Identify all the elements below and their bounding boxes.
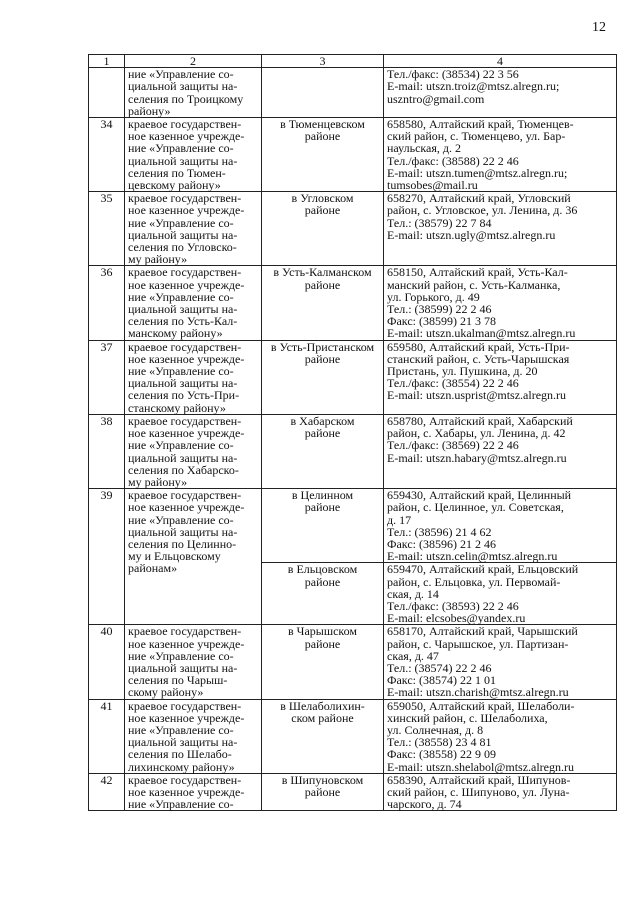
table-row (89, 192, 617, 266)
table-row (89, 340, 617, 414)
contact-info (384, 414, 617, 488)
district-name (262, 773, 384, 811)
district-name (262, 563, 384, 625)
text-line: Тел./факс: (38534) 22 3 56 (387, 67, 519, 82)
text-line: станский район, с. Усть-Чарышская (387, 351, 570, 366)
contact-info (384, 118, 617, 192)
text-line: селения по Тюмен- (128, 165, 226, 180)
contact-info (384, 68, 617, 118)
table-row (89, 266, 617, 340)
text-line: районе (304, 574, 341, 589)
institution-name (125, 489, 262, 625)
text-line: циальной защиты на- (128, 227, 238, 242)
text-line: му району» (128, 252, 188, 267)
text-line: в Хабарском (290, 413, 355, 428)
text-line: ние «Управление со- (128, 289, 234, 304)
text-line: ский район, с. Тюменцево, ул. Бар- (387, 129, 566, 144)
text-line: селения по Шелабо- (128, 747, 232, 762)
text-line: циальной защиты на- (128, 450, 238, 465)
text-line: район, с. Угловское, ул. Ленина, д. 36 (387, 203, 578, 218)
text-line: 659050, Алтайский край, Шелаболи- (387, 698, 575, 713)
text-line: Тел.: (38579) 22 7 84 (387, 215, 492, 230)
institution-name (125, 773, 262, 811)
text-line: циальной защиты на- (128, 376, 238, 391)
text-line: tumsobes@mail.ru (387, 178, 478, 193)
text-line: районе (304, 784, 341, 799)
text-line: районам» (128, 561, 178, 576)
text-line: ская, д. 14 (387, 586, 439, 601)
table-row (89, 118, 617, 192)
contact-info (384, 340, 617, 414)
text-line: Факс: (38599) 21 3 78 (387, 314, 496, 329)
text-line: Тел./факс: (38569) 22 2 46 (387, 438, 519, 453)
text-line: ул. Солнечная, д. 8 (387, 722, 484, 737)
text-line: ное казенное учрежде- (128, 636, 245, 651)
text-line: краевое государствен- (128, 772, 242, 787)
text-line: ние «Управление со- (128, 364, 234, 379)
text-line: районе (304, 500, 341, 515)
district-name (262, 489, 384, 563)
text-line: ская, д. 47 (387, 648, 439, 663)
text-line: циальной защиты на- (128, 79, 238, 94)
text-line: му району» (128, 474, 188, 489)
table-row (89, 625, 617, 699)
text-line: ние «Управление со- (128, 215, 234, 230)
text-line: краевое государствен- (128, 117, 242, 132)
text-line: цевскому району» (128, 178, 221, 193)
text-line: в Угловском (291, 191, 354, 206)
text-line: районе (304, 277, 341, 292)
text-line: селения по Усть-При- (128, 388, 240, 403)
row-number: 39 (89, 489, 125, 625)
table-row (89, 68, 617, 118)
text-line: циальной защиты на- (128, 735, 238, 750)
text-line: Тел.: (38596) 21 4 62 (387, 524, 492, 539)
institution-name (125, 625, 262, 699)
text-line: циальной защиты на- (128, 302, 238, 317)
text-line: 658150, Алтайский край, Усть-Кал- (387, 265, 568, 280)
text-line: краевое государствен- (128, 698, 242, 713)
text-line: ние «Управление со- (128, 512, 234, 527)
text-line: E-mail: utszn.usprist@mtsz.alregn.ru (387, 388, 567, 403)
text-line: краевое государствен- (128, 488, 242, 503)
text-line: краевое государствен- (128, 624, 242, 639)
text-line: в Шелаболихин- (280, 698, 365, 713)
contact-info (384, 563, 617, 625)
text-line: селения по Чарыш- (128, 673, 228, 688)
text-line: районе (304, 351, 341, 366)
text-line: Тел.: (38599) 22 2 46 (387, 302, 492, 317)
text-line: E-mail: utszn.celin@mtsz.alregn.ru (387, 549, 558, 564)
institution-name (125, 699, 262, 773)
text-line: Факс: (38558) 22 9 09 (387, 747, 496, 762)
text-line: Факс: (38574) 22 1 01 (387, 673, 496, 688)
text-line: ул. Горького, д. 49 (387, 289, 480, 304)
text-line: 659580, Алтайский край, Усть-При- (387, 339, 570, 354)
contact-info (384, 773, 617, 811)
text-line: селения по Троицкому (128, 91, 244, 106)
row-number: 40 (89, 625, 125, 699)
row-number: 42 (89, 773, 125, 811)
text-line: краевое государствен- (128, 191, 242, 206)
text-line: 658780, Алтайский край, Хабарский (387, 413, 573, 428)
text-line: E-mail: utszn.shelabol@mtsz.alregn.ru (387, 759, 575, 774)
text-line: манскому району» (128, 326, 223, 341)
page-number: 12 (592, 20, 606, 35)
column-number-row (89, 55, 617, 68)
text-line: манский район, с. Усть-Калманка, (387, 277, 561, 292)
text-line: в Ельцовском (287, 562, 358, 577)
text-line: район, с. Хабары, ул. Ленина, д. 42 (387, 426, 566, 441)
text-line: Тел./факс: (38593) 22 2 46 (387, 598, 519, 613)
row-number: 35 (89, 192, 125, 266)
text-line: ное казенное учрежде- (128, 203, 245, 218)
text-line: Тел./факс: (38554) 22 2 46 (387, 376, 519, 391)
text-line: селения по Целинно- (128, 536, 237, 551)
institution-name (125, 340, 262, 414)
text-line: в Усть-Калманском (273, 265, 372, 280)
text-line: ском районе (291, 710, 354, 725)
text-line: ние «Управление со- (128, 67, 234, 82)
institution-name (125, 192, 262, 266)
column-1-header: 1 (89, 55, 125, 68)
text-line: E-mail: elcsobes@yandex.ru (387, 611, 526, 626)
text-line: E-mail: utszn.ukalman@mtsz.alregn.ru (387, 326, 576, 341)
text-line: 658270, Алтайский край, Угловский (387, 191, 571, 206)
institution-name (125, 414, 262, 488)
text-line: 658170, Алтайский край, Чарышский (387, 624, 578, 639)
text-line: районе (304, 636, 341, 651)
text-line: краевое государствен- (128, 413, 242, 428)
text-line: Тел.: (38574) 22 2 46 (387, 660, 492, 675)
district-name (262, 625, 384, 699)
text-line: ное казенное учрежде- (128, 784, 245, 799)
text-line: в Шипуновском (281, 772, 364, 787)
district-name (262, 340, 384, 414)
text-line: Факс: (38596) 21 2 46 (387, 536, 496, 551)
text-line: станскому району» (128, 400, 226, 415)
district-name (262, 414, 384, 488)
district-name (262, 266, 384, 340)
text-line: му и Ельцовскому (128, 549, 221, 564)
column-2-header: 2 (125, 55, 262, 68)
text-line: ное казенное учрежде- (128, 277, 245, 292)
text-line: чарского, д. 74 (387, 797, 462, 812)
text-line: ние «Управление со- (128, 722, 234, 737)
institution-name (125, 266, 262, 340)
table-row (89, 773, 617, 811)
text-line: селения по Угловско- (128, 240, 237, 255)
text-line: в Тюменцевском (280, 117, 365, 132)
text-line: наульская, д. 2 (387, 141, 461, 156)
text-line: в Чарышском (287, 624, 357, 639)
row-number: 38 (89, 414, 125, 488)
text-line: в Целинном (291, 488, 354, 503)
district-name (262, 68, 384, 118)
text-line: E-mail: utszn.charish@mtsz.alregn.ru (387, 685, 569, 700)
institution-name (125, 68, 262, 118)
text-line: ное казенное учрежде- (128, 129, 245, 144)
row-number: 36 (89, 266, 125, 340)
contact-info (384, 192, 617, 266)
text-line: селения по Усть-Кал- (128, 314, 238, 329)
text-line: району» (128, 103, 171, 118)
district-name (262, 118, 384, 192)
table-row (89, 489, 617, 563)
table-row (89, 699, 617, 773)
row-number: 41 (89, 699, 125, 773)
row-number (89, 68, 125, 118)
text-line: ние «Управление со- (128, 141, 234, 156)
text-line: ский район, с. Шипуново, ул. Луна- (387, 784, 570, 799)
text-line: Пристань, ул. Пушкина, д. 20 (387, 364, 538, 379)
text-line: 658580, Алтайский край, Тюменцев- (387, 117, 574, 132)
text-line: лихинскому району» (128, 759, 235, 774)
text-line: циальной защиты на- (128, 524, 238, 539)
column-3-header: 3 (262, 55, 384, 68)
text-line: E-mail: utszn.troiz@mtsz.alregn.ru; (387, 79, 560, 94)
text-line: ное казенное учрежде- (128, 710, 245, 725)
district-name (262, 699, 384, 773)
text-line: районе (304, 426, 341, 441)
text-line: краевое государствен- (128, 339, 242, 354)
text-line: районе (304, 129, 341, 144)
text-line: Тел./факс: (38588) 22 2 46 (387, 153, 519, 168)
institutions-table (88, 54, 617, 811)
row-number: 34 (89, 118, 125, 192)
text-line: районе (304, 203, 341, 218)
text-line: район, с. Чарышское, ул. Партизан- (387, 636, 569, 651)
text-line: ние «Управление со- (128, 648, 234, 663)
text-line: uszntro@gmail.com (387, 91, 485, 106)
text-line: в Усть-Пристанском (270, 339, 375, 354)
contact-info (384, 699, 617, 773)
text-line: 659430, Алтайский край, Целинный (387, 488, 572, 503)
text-line: Тел.: (38558) 23 4 81 (387, 735, 492, 750)
text-line: ние «Управление со- (128, 797, 234, 812)
contact-info (384, 266, 617, 340)
text-line: скому району» (128, 685, 204, 700)
text-line: 658390, Алтайский край, Шипунов- (387, 772, 571, 787)
text-line: ние «Управление со- (128, 438, 234, 453)
text-line: E-mail: utszn.ugly@mtsz.alregn.ru (387, 227, 556, 242)
text-line: E-mail: utszn.tumen@mtsz.alregn.ru; (387, 165, 568, 180)
text-line: ное казенное учрежде- (128, 426, 245, 441)
text-line: циальной защиты на- (128, 153, 238, 168)
contact-info (384, 489, 617, 563)
text-line: ное казенное учрежде- (128, 351, 245, 366)
row-number: 37 (89, 340, 125, 414)
text-line: краевое государствен- (128, 265, 242, 280)
text-line: д. 17 (387, 512, 412, 527)
contact-info (384, 625, 617, 699)
column-4-header: 4 (384, 55, 617, 68)
text-line: хинский район, с. Шелаболиха, (387, 710, 548, 725)
text-line: район, с. Целинное, ул. Советская, (387, 500, 564, 515)
district-name (262, 192, 384, 266)
institution-name (125, 118, 262, 192)
text-line: район, с. Ельцовка, ул. Первомай- (387, 574, 561, 589)
text-line: E-mail: utszn.habary@mtsz.alregn.ru (387, 450, 567, 465)
text-line: 659470, Алтайский край, Ельцовский (387, 562, 579, 577)
text-line: селения по Хабарско- (128, 462, 239, 477)
table-row (89, 414, 617, 488)
text-line: циальной защиты на- (128, 660, 238, 675)
text-line: ное казенное учрежде- (128, 500, 245, 515)
